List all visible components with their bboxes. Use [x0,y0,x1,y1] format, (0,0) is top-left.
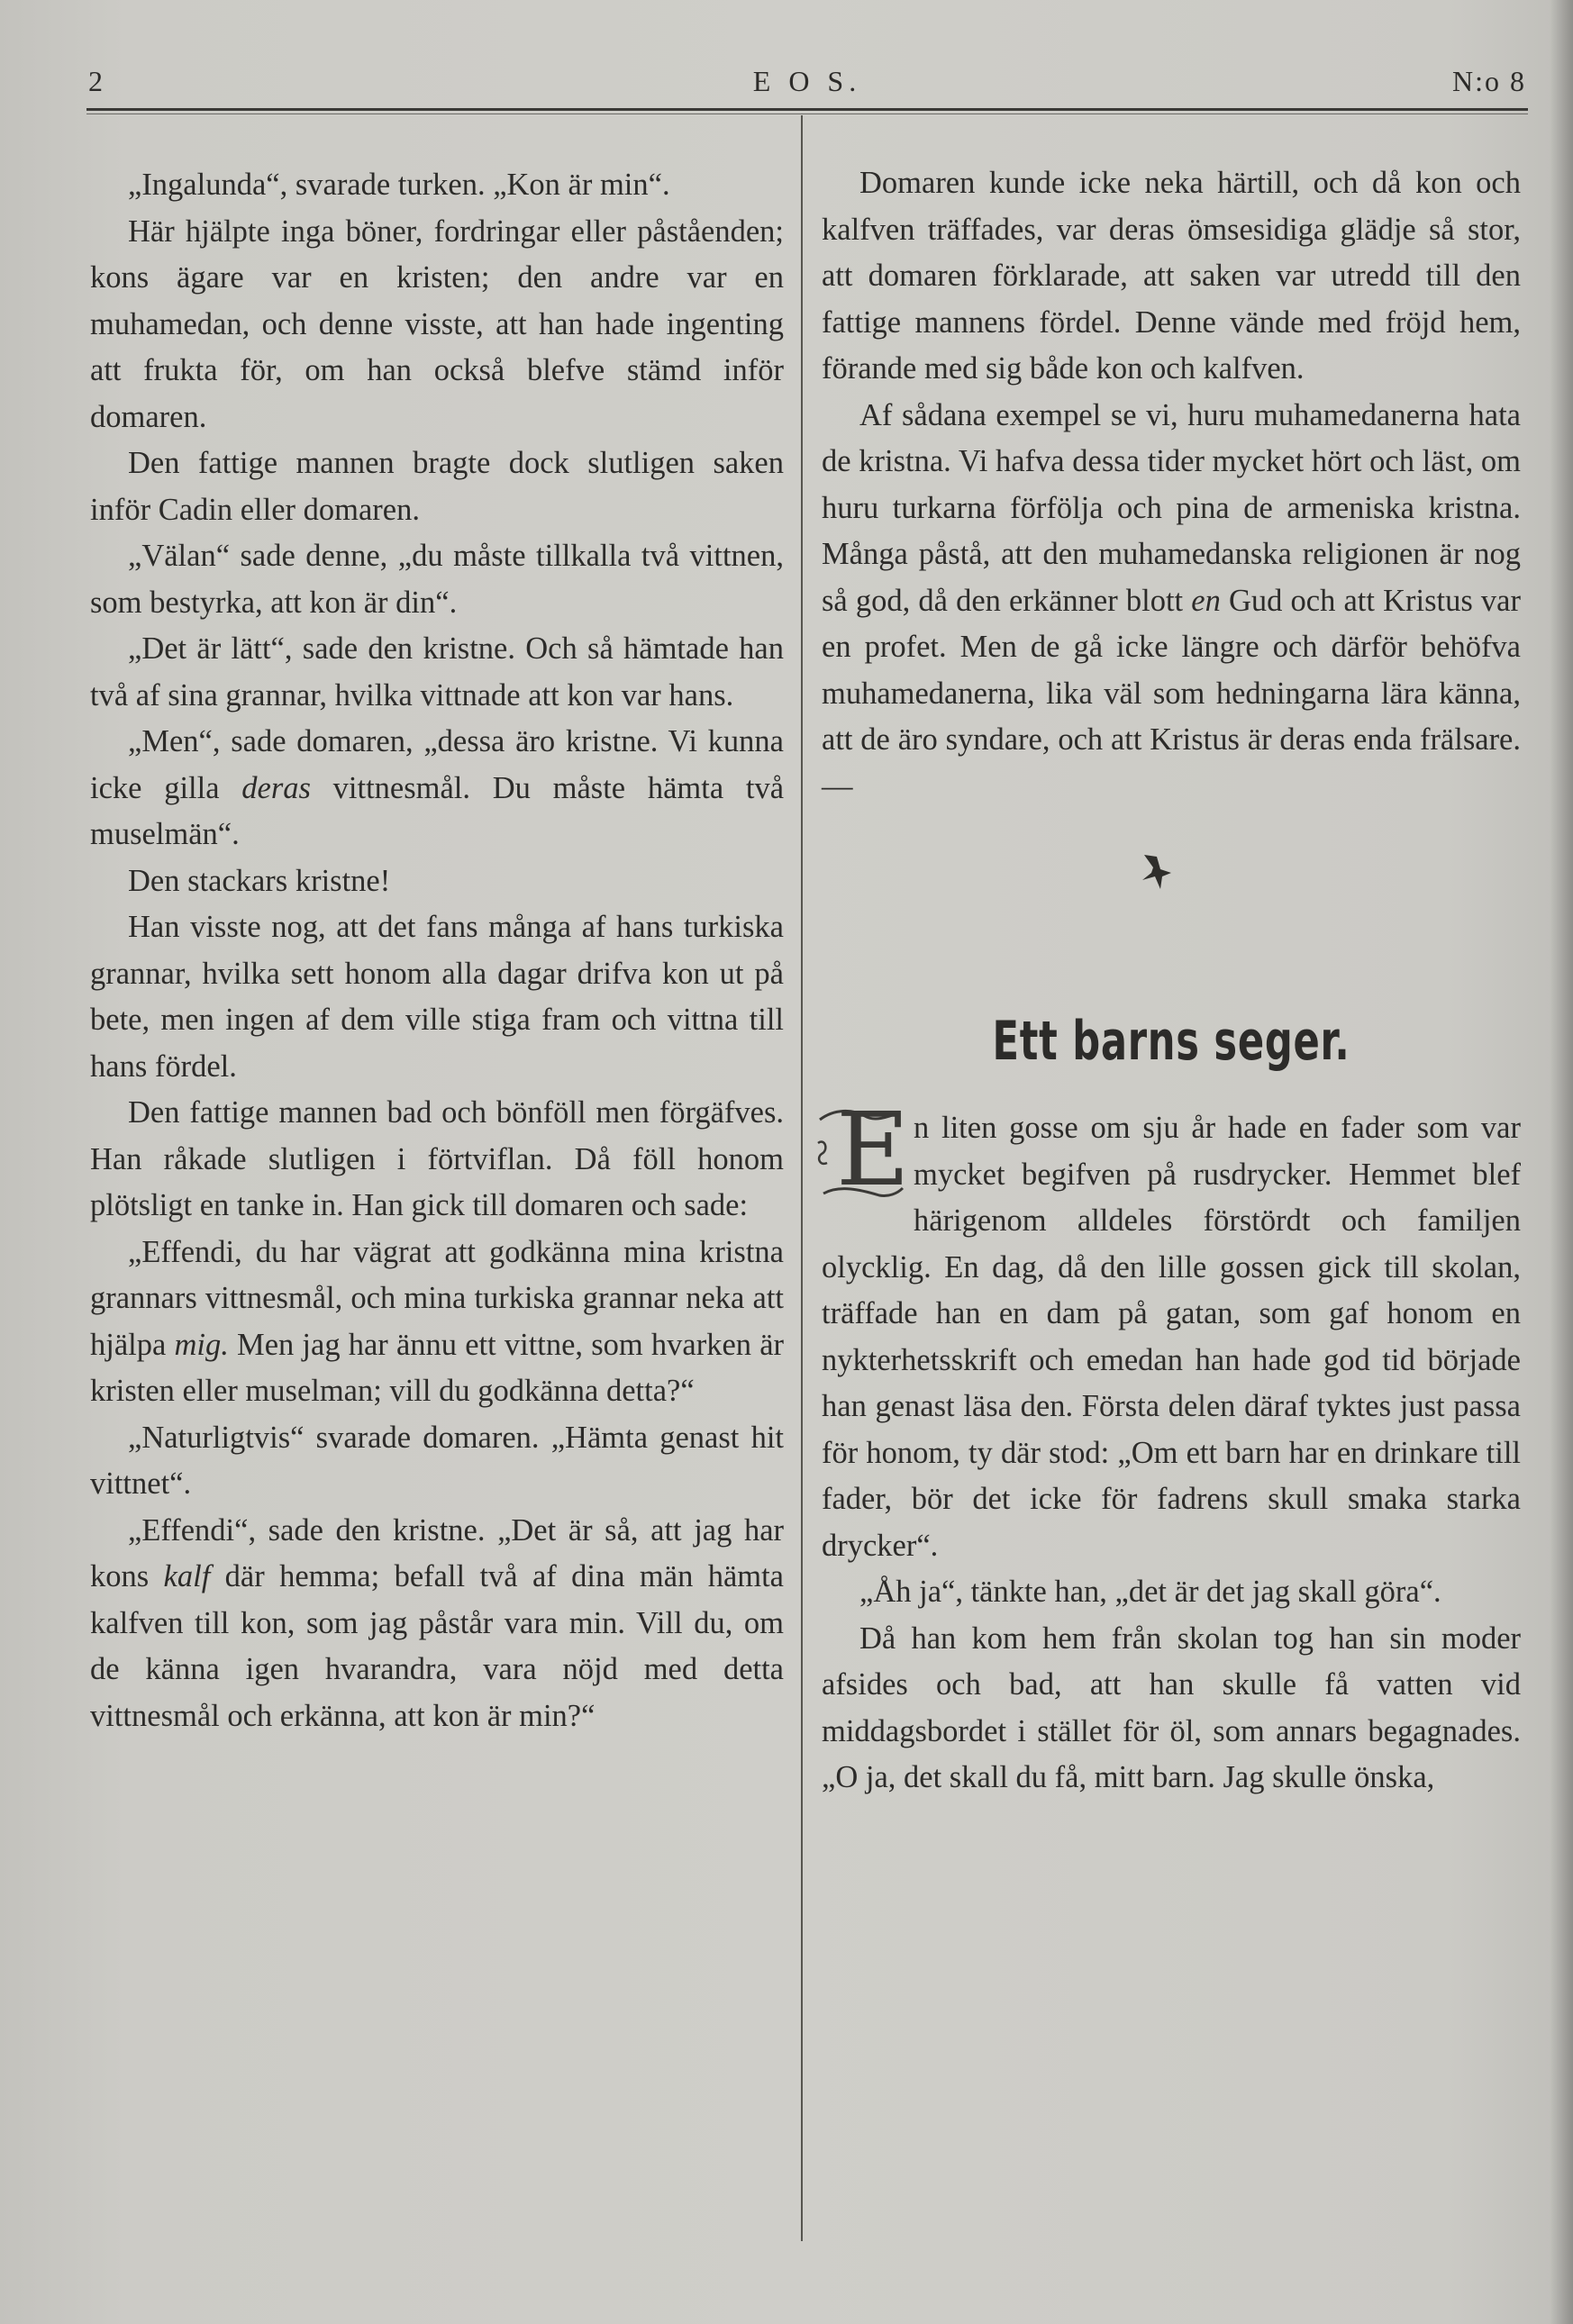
header-rule [86,108,1528,111]
paragraph [822,1092,1521,1569]
issue-number: N:o 8 [1452,65,1526,97]
paragraph: Han visste nog, att det fans många af hans turkiska grannar, hvilka sett honom alla dagar drifva kon ut på bete, men ingen af dem ville stiga fram och vittna till hans fördel. [90,910,784,1084]
story-body [822,1092,1521,1802]
header-rule-thin [86,113,1528,114]
paragraph: Domaren kunde icke neka härtill, och då kon och kalfven träffades, var deras ömsesidiga glädje så stor, att domaren förklarade, att saken var utredd till den fattige mannens fördel. Denne vände med fröjd hem, förande med sig både kon och kalfven. [822,166,1521,386]
story-first-paragraph: n liten gosse om sju år hade en fader som var mycket begifven på rusdrycker. Hemmet blef härigenom alldeles förstördt och familjen olycklig. En dag, då den lille gossen gick till skolan, träffade han en dam på gatan, som gaf honom en nykterhetsskrift och emedan han hade god tid började han genast läsa den. Första delen däraf tyktes just passa för honom, ty där stod: „Om ett barn har en drinkare till fader, bör det icke för fadrens skull smaka starka drycker“. [822,1111,1521,1563]
paragraph: „Effendi“, sade den kristne. „Det är så, att jag har kons kalf där hemma; befall två af dina män hämta kalfven till kon, som jag påstår vara min. Vill du, om de känna igen hvarandra, vara nöjd med detta vittnesmål och erkänna, att kon är min?“ [90,1512,784,1733]
paragraph: „Men“, sade domaren, „dessa äro kristne. Vi kunna icke gilla deras vittnesmål. Du måste hämta två muselmän“. [90,724,785,851]
paragraph: „Effendi, du har vägrat att godkänna mina kristna grannars vittnesmål, och mina turkiska grannar neka att hjälpa mig. Men jag har ännu ett vittne, som hvarken är kristen eller muselman; vill du godkänna detta?“ [90,1234,784,1408]
paragraph: „Ingalunda“, svarade turken. „Kon är min“. [128,168,670,202]
paragraph: Af sådana exempel se vi, huru muhamedanerna hata de kristna. Vi hafva dessa tider mycket hört och läst, om huru turkarna förfölja och pina de armeniska kristna. Många påstå, att den muhamedanska religionen är nog så god, då den erkänner blott en Gud och att Kristus var en profet. Men de gå icke längre och därför behöfva muhamedanerna, lika väl som hedningarna lära känna, att de äro syndare, och att Kristus är deras enda frälsare. — [822,397,1521,803]
paragraph: „Åh ja“, tänkte han, „det är det jag skall göra“. [859,1575,1441,1609]
column-divider [801,115,803,2241]
paragraph: Den fattige mannen bragte dock slutligen saken inför Cadin eller domaren. [90,446,784,527]
paragraph: „Det är lätt“, sade den kristne. Och så hämtade han två af sina grannar, hvilka vittnade att kon var hans. [90,631,784,713]
paragraph: Då han kom hem från skolan tog han sin moder afsides och bad, att han skulle få vatten vid middagsbordet i stället för öl, som annars begagnades. „O ja, det skall du få, mitt barn. Jag skulle önska, [822,1620,1521,1794]
left-column [90,162,784,1739]
page-number: 2 [88,65,105,97]
decorative-initial [816,1092,910,1209]
right-column [822,160,1521,1802]
page-header [88,65,1526,110]
paragraph: „Välan“ sade denne, „du måste tillkalla två vittnen, som bestyrka, att kon är din“. [90,539,784,620]
bird-ornament [822,810,1521,981]
story-title: Ett barns seger. [992,1010,1350,1073]
drop-cap-letter: E [836,1092,910,1209]
paragraph: Här hjälpte inga böner, fordringar eller påståenden; kons ägare var en kristen; den andre var en muhamedan, och denne visste, att han hade ingenting att frukta för, om han också blefve stämd inför domaren. [90,213,784,434]
bird-icon [1141,853,1173,893]
paragraph: Den fattige mannen bad och bönföll men förgäfves. Han råkade slutligen i förtviflan. Då föll honom plötsligt en tanke in. Han gick till domaren och sade: [90,1095,784,1222]
paragraph: Den stackars kristne! [128,863,391,898]
publication-title: E O S. [752,65,862,97]
paragraph: „Naturligtvis“ svarade domaren. „Hämta genast hit vittnet“. [90,1420,784,1501]
